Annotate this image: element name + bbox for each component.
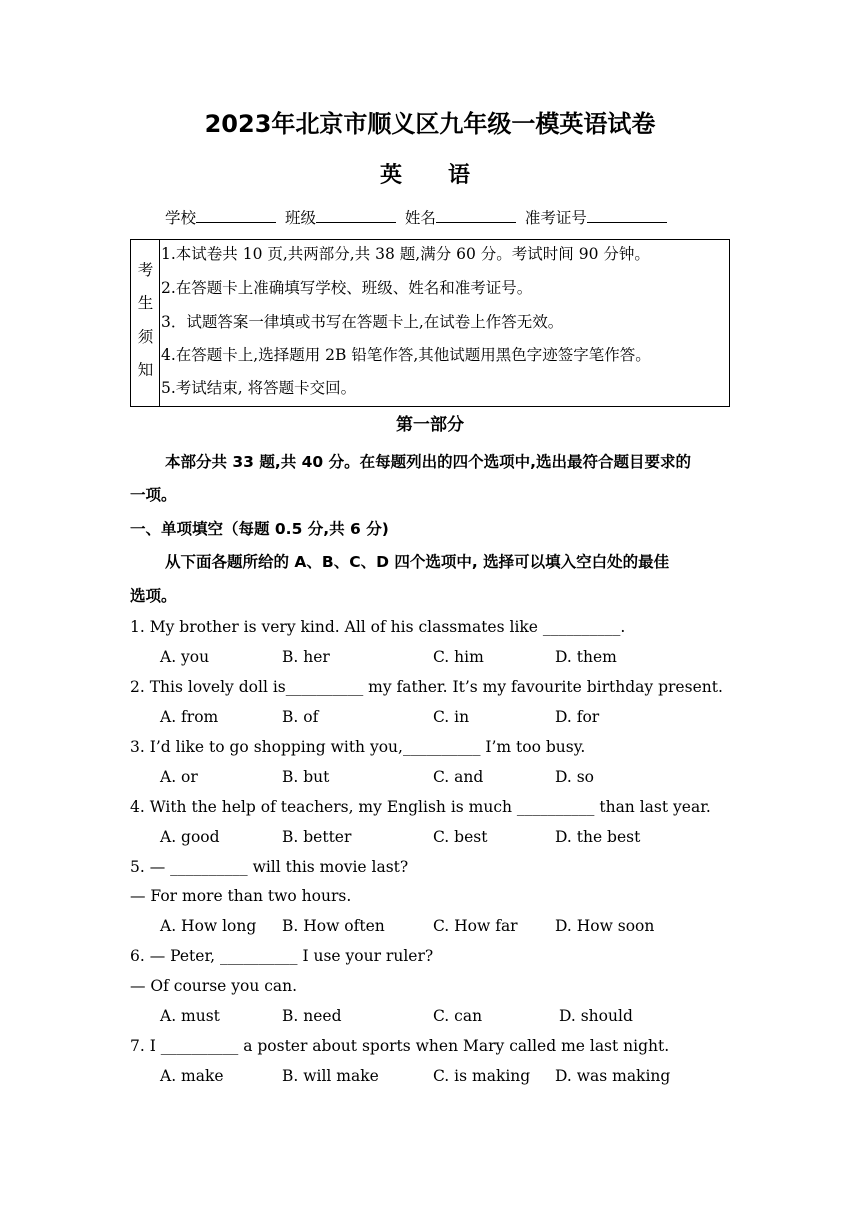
question-1: 1. My brother is very kind. All of his classmates like __________.: [130, 618, 626, 636]
school-blank: [196, 208, 276, 223]
option-c: C. can: [433, 1007, 483, 1025]
section-title: 一、单项填空（每题 0.5 分,共 6 分): [130, 520, 389, 538]
subject-char: 语: [448, 162, 471, 188]
option-b: B. her: [282, 648, 330, 666]
part-intro: 本部分共 33 题,共 40 分。在每题列出的四个选项中,选出最符合题目要求的: [165, 453, 692, 471]
question-6: 6. — Peter, __________ I use your ruler?: [130, 947, 434, 965]
notice-item: 3．试题答案一律填或书写在答题卡上,在试卷上作答无效。: [161, 313, 564, 331]
school-label: 学校: [165, 209, 197, 227]
notice-side-char: 生: [137, 294, 154, 312]
option-b: B. better: [282, 828, 352, 846]
notice-side-char: 知: [137, 361, 154, 379]
notice-side-char: 须: [137, 328, 154, 346]
notice-item: 2.在答题卡上准确填写学校、班级、姓名和准考证号。: [161, 279, 533, 297]
option-a: A. must: [160, 1007, 220, 1025]
subject-char: 英: [380, 162, 403, 188]
option-c: C. and: [433, 768, 484, 786]
option-a: A. you: [160, 648, 210, 666]
part-heading: 第一部分: [396, 415, 464, 435]
question-3: 3. I’d like to go shopping with you,__________ I’m too busy.: [130, 738, 586, 756]
option-c: C. How far: [433, 917, 518, 935]
question-5: 5. — __________ will this movie last?: [130, 858, 409, 876]
option-c: C. him: [433, 648, 484, 666]
question-5-reply: — For more than two hours.: [130, 887, 352, 905]
option-d: D. How soon: [555, 917, 655, 935]
student-info-line: [165, 206, 671, 228]
option-d: D. for: [555, 708, 600, 726]
question-2: 2. This lovely doll is__________ my father. It’s my favourite birthday present.: [130, 678, 723, 696]
option-d: D. should: [559, 1007, 633, 1025]
option-c: C. is making: [433, 1067, 531, 1085]
option-d: D. the best: [555, 828, 641, 846]
page-title: 2023年北京市顺义区九年级一模英语试卷: [204, 110, 656, 138]
subject-title: [380, 158, 470, 189]
option-d: D. was making: [555, 1067, 671, 1085]
class-label: 班级: [284, 209, 316, 227]
question-6-reply: — Of course you can.: [130, 977, 298, 995]
name-label: 姓名: [404, 209, 436, 227]
question-4: 4. With the help of teachers, my English is much __________ than last year.: [130, 798, 711, 816]
notice-item: 4.在答题卡上,选择题用 2B 铅笔作答,其他试题用黑色字迹签字笔作答。: [161, 346, 651, 364]
class-blank: [316, 208, 396, 223]
exam-notice-box: [130, 239, 730, 407]
option-a: A. good: [160, 828, 220, 846]
part-intro-cont: 一项。: [130, 486, 177, 504]
exam-id-label: 准考证号: [524, 209, 587, 227]
notice-item: 1.本试卷共 10 页,共两部分,共 38 题,满分 60 分。考试时间 90 分钟。: [161, 245, 650, 263]
option-a: A. How long: [160, 917, 257, 935]
option-b: B. need: [282, 1007, 342, 1025]
option-a: A. make: [160, 1067, 224, 1085]
section-instructions: 从下面各题所给的 A、B、C、D 四个选项中, 选择可以填入空白处的最佳: [165, 553, 670, 571]
option-b: B. but: [282, 768, 330, 786]
name-blank: [436, 208, 516, 223]
notice-side-label: [131, 240, 160, 406]
option-a: A. or: [160, 768, 198, 786]
notice-item: 5.考试结束, 将答题卡交回。: [161, 379, 357, 397]
option-b: B. How often: [282, 917, 385, 935]
option-d: D. so: [555, 768, 595, 786]
exam-id-blank: [587, 208, 667, 223]
option-d: D. them: [555, 648, 617, 666]
option-b: B. of: [282, 708, 319, 726]
question-7: 7. I __________ a poster about sports when Mary called me last night.: [130, 1037, 670, 1055]
option-c: C. best: [433, 828, 488, 846]
notice-side-char: 考: [137, 261, 154, 279]
option-a: A. from: [160, 708, 219, 726]
option-b: B. will make: [282, 1067, 379, 1085]
option-c: C. in: [433, 708, 470, 726]
section-instructions-cont: 选项。: [130, 587, 177, 605]
